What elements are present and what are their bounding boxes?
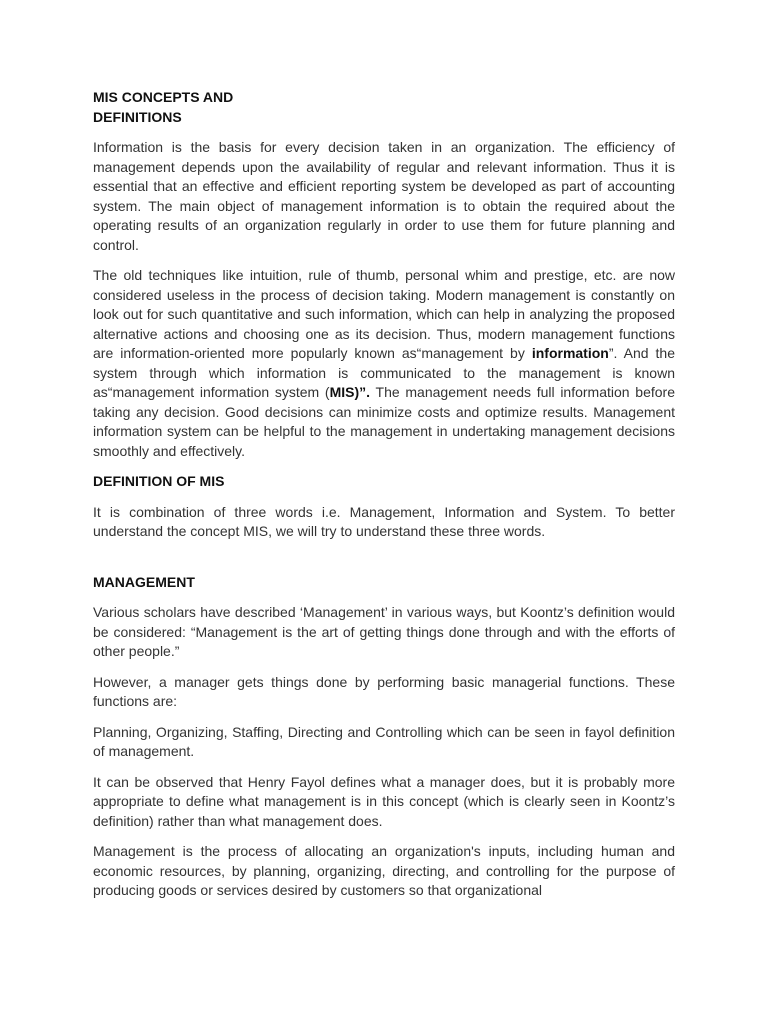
management-paragraph-3: Planning, Organizing, Staffing, Directing and Controlling which can be seen in fayol definition of management.	[93, 723, 675, 759]
management-paragraph-1: Various scholars have described ‘Management’ in various ways, but Koontz’s definition would be considered: “Management is the art of getting things done through and with the efforts of other people.”	[93, 604, 675, 659]
management-paragraph-5: Management is the process of allocating an organization's inputs, including human and economic resources, by planning, organizing, directing, and controlling for the purpose of producing goods or services desired by customers so that organizational	[93, 843, 675, 898]
old-techniques-text-3: The management needs full information before taking any decision. Good decisions can minimize costs and optimize results. Management information system can be helpful to the management in undertaking management decisions smoothly and effectively.	[93, 384, 676, 459]
intro-paragraph: Information is the basis for every decision taken in an organization. The efficiency of management depends upon the availability of regular and relevant information. Thus it is essential that an effective and efficient reporting system be developed as part of accounting system. The main object of management information is to obtain the required about the operating results of an organization regularly in order to use them for future planning and control.	[93, 139, 675, 253]
old-techniques-paragraph	[93, 266, 675, 461]
document-page	[93, 88, 675, 901]
management-paragraph-2: However, a manager gets things done by performing basic managerial functions. These functions are:	[93, 673, 675, 709]
management-paragraph-4: It can be observed that Henry Fayol defines what a manager does, but it is probably more appropriate to define what management is in this concept (which is clearly seen in Koontz’s definition) rather than what management does.	[93, 773, 675, 829]
bold-mis: MIS)”.	[329, 384, 371, 400]
management-heading: MANAGEMENT	[93, 573, 195, 590]
definition-heading: DEFINITION OF MIS	[93, 473, 225, 489]
old-techniques-text-1: The old techniques like intuition, rule of thumb, personal whim and prestige, etc. are now considered useless in the process of decision taking. Modern management is constantly on look out for such quantitative and such information, which can help in analyzing the proposed alternative actions and choosing one as its decision. Thus, modern management functions are information-oriented more popularly known as“management by	[93, 267, 675, 361]
definition-paragraph: It is combination of three words i.e. Management, Information and System. To better understand the concept MIS, we will try to understand these three words.	[93, 503, 675, 539]
title-line-2: DEFINITIONS	[93, 108, 182, 125]
title-line-1: MIS CONCEPTS AND	[93, 89, 234, 105]
old-techniques-text-2: ”. And the system through which information is communicated to the management is known as“management information system (	[93, 345, 675, 400]
bold-information: information	[531, 345, 609, 361]
